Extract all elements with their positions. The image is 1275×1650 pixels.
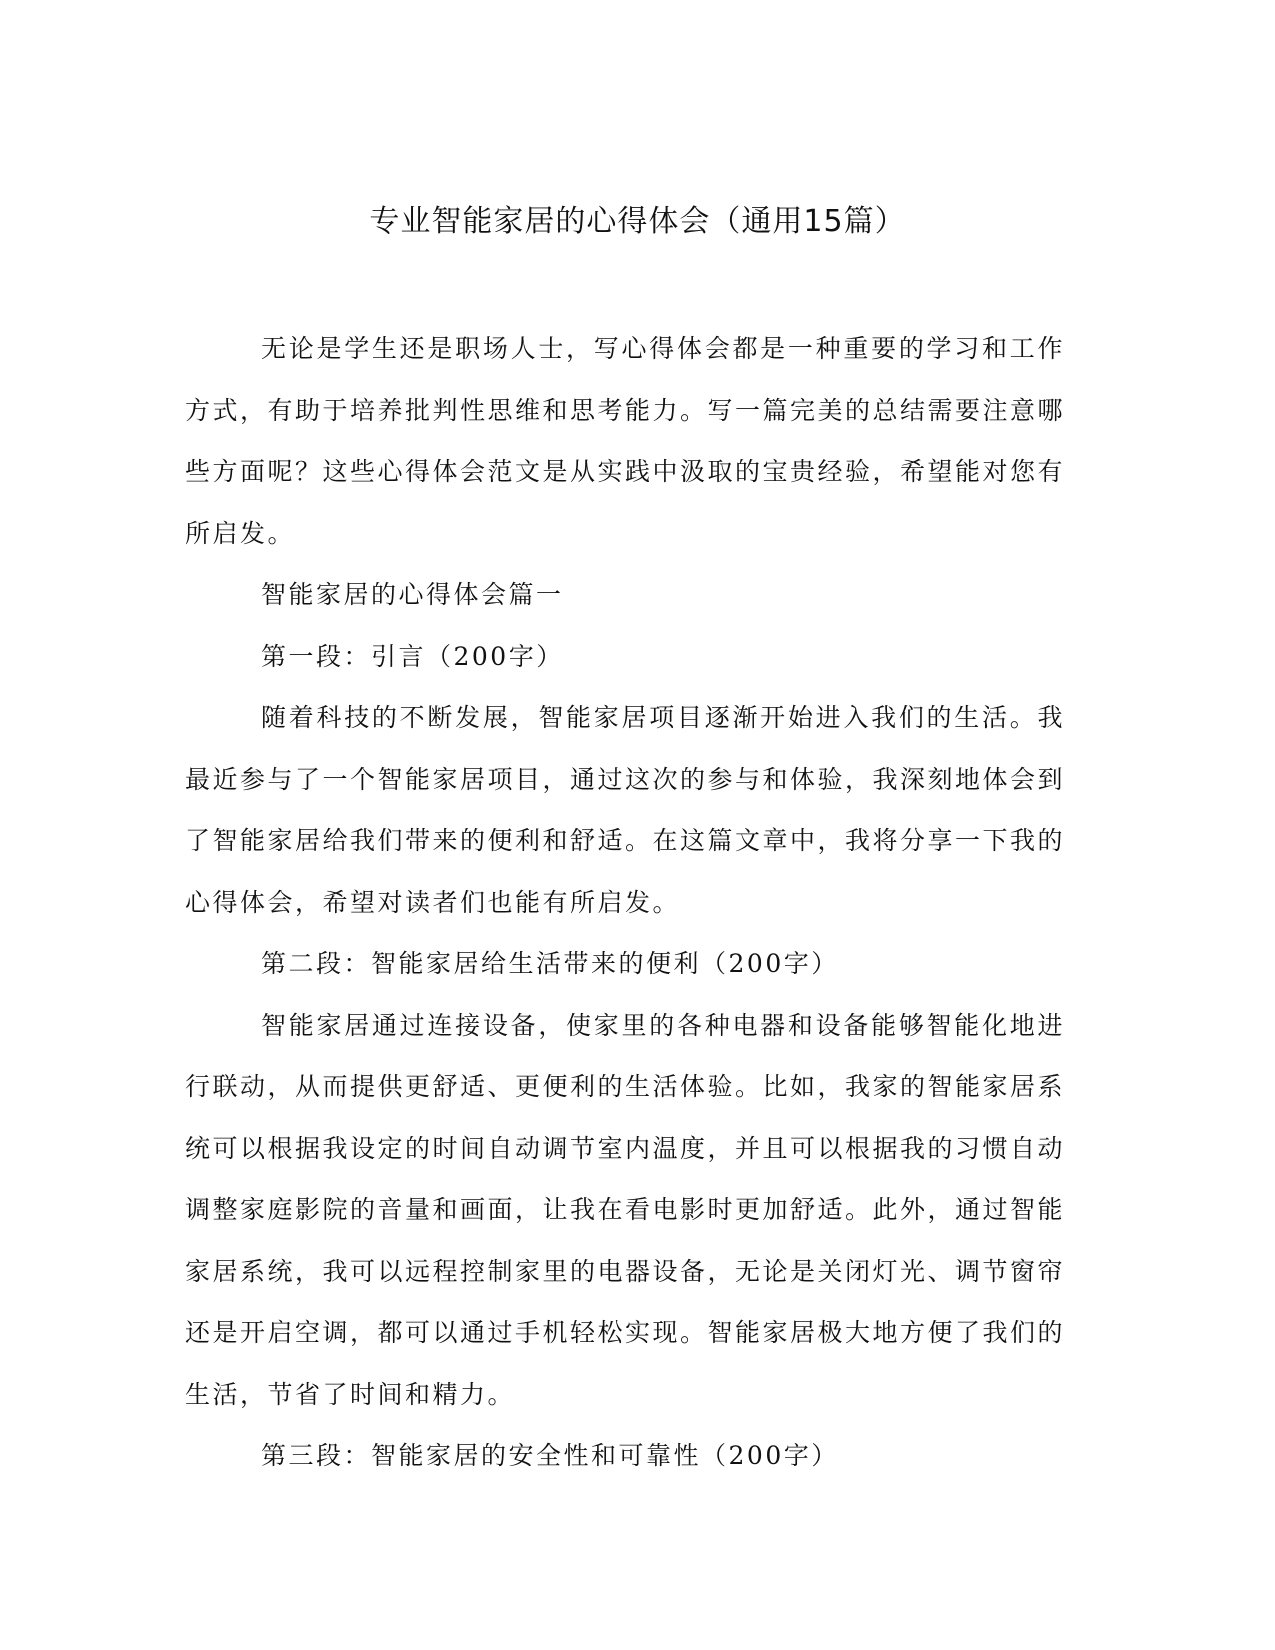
section2-heading: 第二段：智能家居给生活带来的便利（200字） bbox=[261, 949, 839, 978]
intro-paragraph: 无论是学生还是职场人士，写心得体会都是一种重要的学习和工作方式，有助于培养批判性思维和思考能力。写一篇完美的总结需要注意哪些方面呢？这些心得体会范文是从实践中汲取的宝贵经验，希望能对您有所启发。 bbox=[185, 334, 1066, 548]
section1-heading: 第一段：引言（200字） bbox=[261, 641, 564, 671]
section2-paragraph: 智能家居通过连接设备，使家里的各种电器和设备能够智能化地进行联动，从而提供更舒适、更便利的生活体验。比如，我家的智能家居系统可以根据我设定的时间自动调节室内温度，并且可以根据我的习惯自动调整家庭影院的音量和画面，让我在看电影时更加舒适。此外，通过智能家居系统，我可以远程控制家里的电器设备，无论是关闭灯光、调节窗帘还是开启空调，都可以通过手机轻松实现。智能家居极大地方便了我们的生活，节省了时间和精力。 bbox=[185, 1010, 1066, 1409]
section1-paragraph: 随着科技的不断发展，智能家居项目逐渐开始进入我们的生活。我最近参与了一个智能家居项目，通过这次的参与和体验，我深刻地体会到了智能家居给我们带来的便利和舒适。在这篇文章中，我将分享一下我的心得体会，希望对读者们也能有所启发。 bbox=[185, 703, 1066, 917]
section3-heading: 第三段：智能家居的安全性和可靠性（200字） bbox=[261, 1441, 839, 1470]
document-body bbox=[185, 318, 1065, 1487]
document-title: 专业智能家居的心得体会（通用15篇） bbox=[369, 204, 906, 239]
article-heading: 智能家居的心得体会篇一 bbox=[261, 580, 564, 609]
